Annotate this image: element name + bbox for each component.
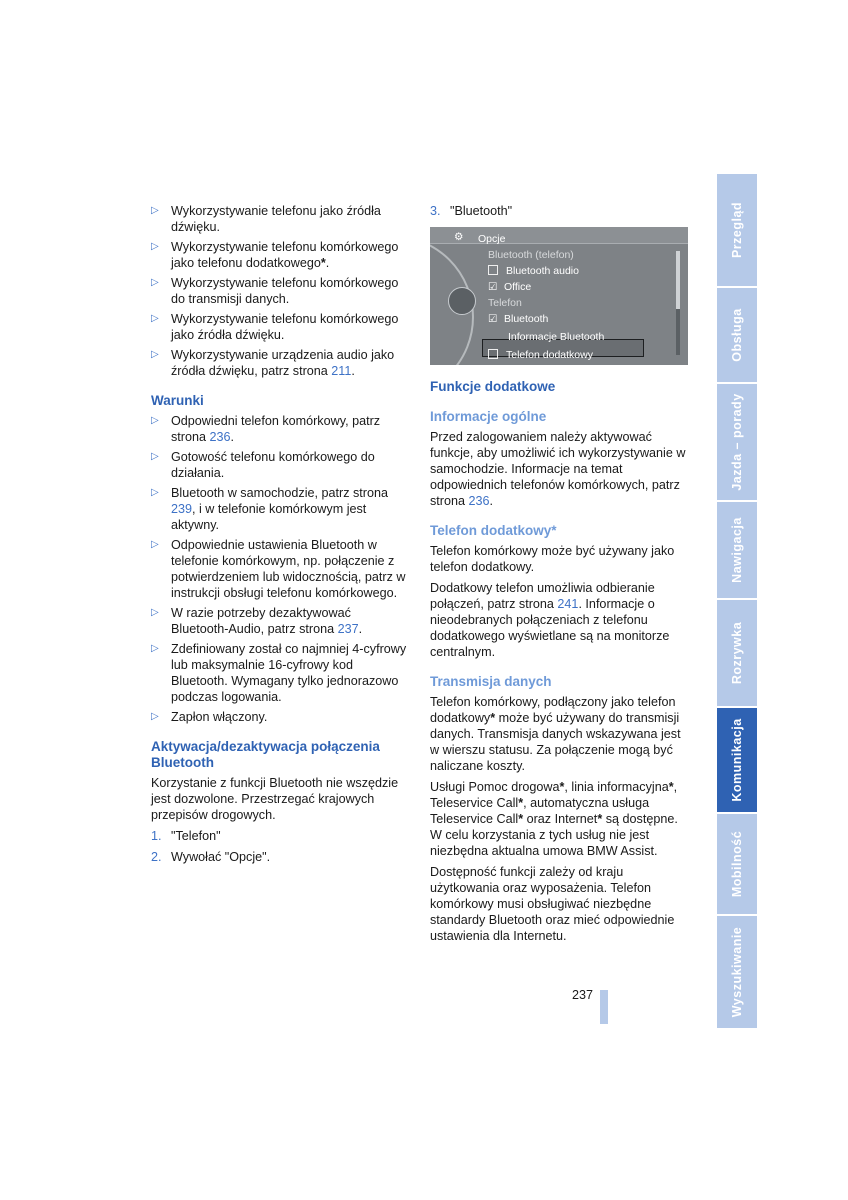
step-item: 2. Wywołać "Opcje". bbox=[151, 850, 271, 864]
informacje-paragraph: Przed zalogowaniem należy aktywować funkcje, aby umożliwić ich wykorzystywanie w samochodzie. Informacje na temat odpowiednich telefonów komórkowych, patrz strona 236. bbox=[430, 430, 686, 508]
checkbox-checked-icon: ☑ bbox=[488, 281, 498, 293]
triangle-bullet-icon: ▷ bbox=[151, 415, 159, 426]
chapter-tabs bbox=[717, 174, 757, 1030]
menu-item-office[interactable]: ☑ Office bbox=[488, 281, 532, 293]
tab-przeglad[interactable]: Przegląd bbox=[717, 174, 757, 286]
transmisja-paragraph-3: Dostępność funkcji zależy od kraju użytkowania oraz wyposażenia. Telefon komórkowy musi obsługiwać niezbędne standardy Bluetooth oraz mieć odpowiednie ustawienia dla Internetu. bbox=[430, 865, 675, 943]
triangle-bullet-icon: ▷ bbox=[151, 643, 159, 654]
menu-item-bluetooth[interactable]: ☑ Bluetooth bbox=[488, 313, 549, 325]
telefon-dodatkowy-paragraph-1: Telefon komórkowy może być używany jako telefon dodatkowy. bbox=[430, 544, 675, 574]
subheading-transmisja: Transmisja danych bbox=[430, 674, 552, 689]
triangle-bullet-icon: ▷ bbox=[151, 241, 159, 252]
page-link[interactable]: 237 bbox=[337, 622, 359, 636]
option-star: * bbox=[668, 780, 674, 794]
page-link[interactable]: 211 bbox=[331, 364, 352, 378]
option-star: * bbox=[518, 812, 524, 826]
option-star: * bbox=[597, 812, 603, 826]
checkbox-empty-icon bbox=[488, 349, 498, 359]
triangle-bullet-icon: ▷ bbox=[151, 313, 159, 324]
tab-mobilnosc[interactable]: Mobilność bbox=[717, 814, 757, 914]
page-link[interactable]: 236 bbox=[468, 494, 490, 508]
list-item: ▷ Wykorzystywanie telefonu komórkowego jako źródła dźwięku. bbox=[151, 312, 399, 342]
triangle-bullet-icon: ▷ bbox=[151, 539, 159, 550]
scrollbar-thumb bbox=[676, 251, 680, 309]
menu-item-bluetooth-audio[interactable]: Bluetooth audio bbox=[488, 263, 579, 279]
subheading-informacje: Informacje ogólne bbox=[430, 409, 547, 424]
page-link[interactable]: 236 bbox=[209, 430, 231, 444]
tab-komunikacja[interactable]: Komunikacja bbox=[717, 708, 757, 812]
section-heading-warunki: Warunki bbox=[151, 393, 204, 408]
tab-nawigacja[interactable]: Nawigacja bbox=[717, 502, 757, 598]
feature-list bbox=[151, 203, 409, 379]
step-item: 3. "Bluetooth" bbox=[430, 204, 513, 218]
triangle-bullet-icon: ▷ bbox=[151, 451, 159, 462]
left-column bbox=[151, 203, 409, 870]
section-heading-aktywacja: Aktywacja/dezaktywacja połączenia Bluetooth bbox=[151, 739, 380, 770]
list-item: ▷ Zapłon włączony. bbox=[151, 710, 268, 724]
step-number: 1. bbox=[151, 829, 162, 843]
controller-knob-icon bbox=[448, 287, 476, 315]
aktywacja-paragraph: Korzystanie z funkcji Bluetooth nie wszędzie jest dozwolone. Przestrzegać krajowych przepisów drogowych. bbox=[151, 776, 399, 822]
tab-rozrywka[interactable]: Rozrywka bbox=[717, 600, 757, 706]
page-link[interactable]: 239 bbox=[171, 502, 193, 516]
steps-list bbox=[151, 828, 409, 865]
page-link[interactable]: 241 bbox=[557, 597, 579, 611]
tab-jazda-porady[interactable]: Jazda – porady bbox=[717, 384, 757, 500]
checkbox-checked-icon: ☑ bbox=[488, 313, 498, 325]
checkbox-empty-icon bbox=[488, 265, 498, 275]
requirements-list bbox=[151, 413, 409, 725]
screen-title-bar bbox=[430, 227, 688, 244]
telefon-dodatkowy-paragraph-2: Dodatkowy telefon umożliwia odbieranie połączeń, patrz strona 241. Informacje o nieodebranych połączeniach z telefonu dodatkowego wyświetlane są na monitorze centralnym. bbox=[430, 581, 670, 659]
transmisja-paragraph-2: Usługi Pomoc drogowa*, linia informacyjna*, Teleservice Call*, automatyczna usługa Teleservice Call* oraz Internet* są dostępne. W celu korzystania z tych usług nie jest niezbędna aktualna umowa BMW Assist. bbox=[430, 780, 678, 858]
menu-item-informacje-bluetooth[interactable]: Informacje Bluetooth bbox=[508, 331, 605, 343]
tab-wyszukiwanie[interactable]: Wyszukiwanie bbox=[717, 916, 757, 1028]
triangle-bullet-icon: ▷ bbox=[151, 711, 159, 722]
list-item: ▷ Wykorzystywanie telefonu komórkowego jako telefonu dodatkowego*. bbox=[151, 240, 399, 270]
step-item: 1. "Telefon" bbox=[151, 829, 221, 843]
triangle-bullet-icon: ▷ bbox=[151, 607, 159, 618]
scrollbar bbox=[676, 251, 680, 355]
step-number: 3. bbox=[430, 204, 441, 218]
list-item: ▷ Odpowiednie ustawienia Bluetooth w telefonie komórkowym, np. połączenie z potwierdzeniem lub widocznością, patrz w instrukcji obsługi telefonu komórkowego. bbox=[151, 538, 406, 600]
menu-header: Telefon bbox=[488, 297, 522, 309]
list-item: ▷ Zdefiniowany został co najmniej 4-cyfrowy lub maksymalnie 16-cyfrowy kod Bluetooth. Wymagany tylko jednorazowo podczas logowania. bbox=[151, 642, 407, 704]
list-item: ▷ Odpowiedni telefon komórkowy, patrz strona 236. bbox=[151, 414, 381, 444]
page-marker-bar bbox=[600, 990, 608, 1024]
triangle-bullet-icon: ▷ bbox=[151, 277, 159, 288]
list-item: ▷ Gotowość telefonu komórkowego do działania. bbox=[151, 450, 375, 480]
subheading-telefon-dodatkowy: Telefon dodatkowy* bbox=[430, 523, 557, 538]
section-heading-funkcje: Funkcje dodatkowe bbox=[430, 379, 556, 394]
option-star: * bbox=[490, 711, 496, 725]
triangle-bullet-icon: ▷ bbox=[151, 487, 159, 498]
triangle-bullet-icon: ▷ bbox=[151, 349, 159, 360]
list-item: ▷ Wykorzystywanie telefonu jako źródła dźwięku. bbox=[151, 204, 381, 234]
menu-header: Bluetooth (telefon) bbox=[488, 249, 574, 261]
menu-item-telefon-dodatkowy[interactable]: Telefon dodatkowy bbox=[488, 347, 593, 363]
steps-list bbox=[430, 203, 688, 219]
idrive-screenshot bbox=[430, 227, 688, 365]
tab-obsluga[interactable]: Obsługa bbox=[717, 288, 757, 382]
step-number: 2. bbox=[151, 850, 162, 864]
transmisja-paragraph-1: Telefon komórkowy, podłączony jako telefon dodatkowy* może być używany do transmisji danych. Transmisja danych wskazywana jest w wierszu statusu. Za połączenie mogą być naliczane koszty. bbox=[430, 695, 681, 773]
right-column bbox=[430, 203, 688, 949]
page-number: 237 bbox=[572, 988, 594, 1002]
option-star: * bbox=[518, 796, 524, 810]
option-star: * bbox=[320, 256, 326, 270]
option-star: * bbox=[559, 780, 565, 794]
list-item: ▷ Wykorzystywanie urządzenia audio jako źródła dźwięku, patrz strona 211. bbox=[151, 348, 395, 378]
list-item: ▷ Bluetooth w samochodzie, patrz strona 239, i w telefonie komórkowym jest aktywny. bbox=[151, 486, 389, 532]
list-item: ▷ W razie potrzeby dezaktywować Bluetooth-Audio, patrz strona 237. bbox=[151, 606, 363, 636]
list-item: ▷ Wykorzystywanie telefonu komórkowego do transmisji danych. bbox=[151, 276, 399, 306]
screen-title: ⚙ Opcje bbox=[454, 231, 506, 245]
triangle-bullet-icon: ▷ bbox=[151, 205, 159, 216]
